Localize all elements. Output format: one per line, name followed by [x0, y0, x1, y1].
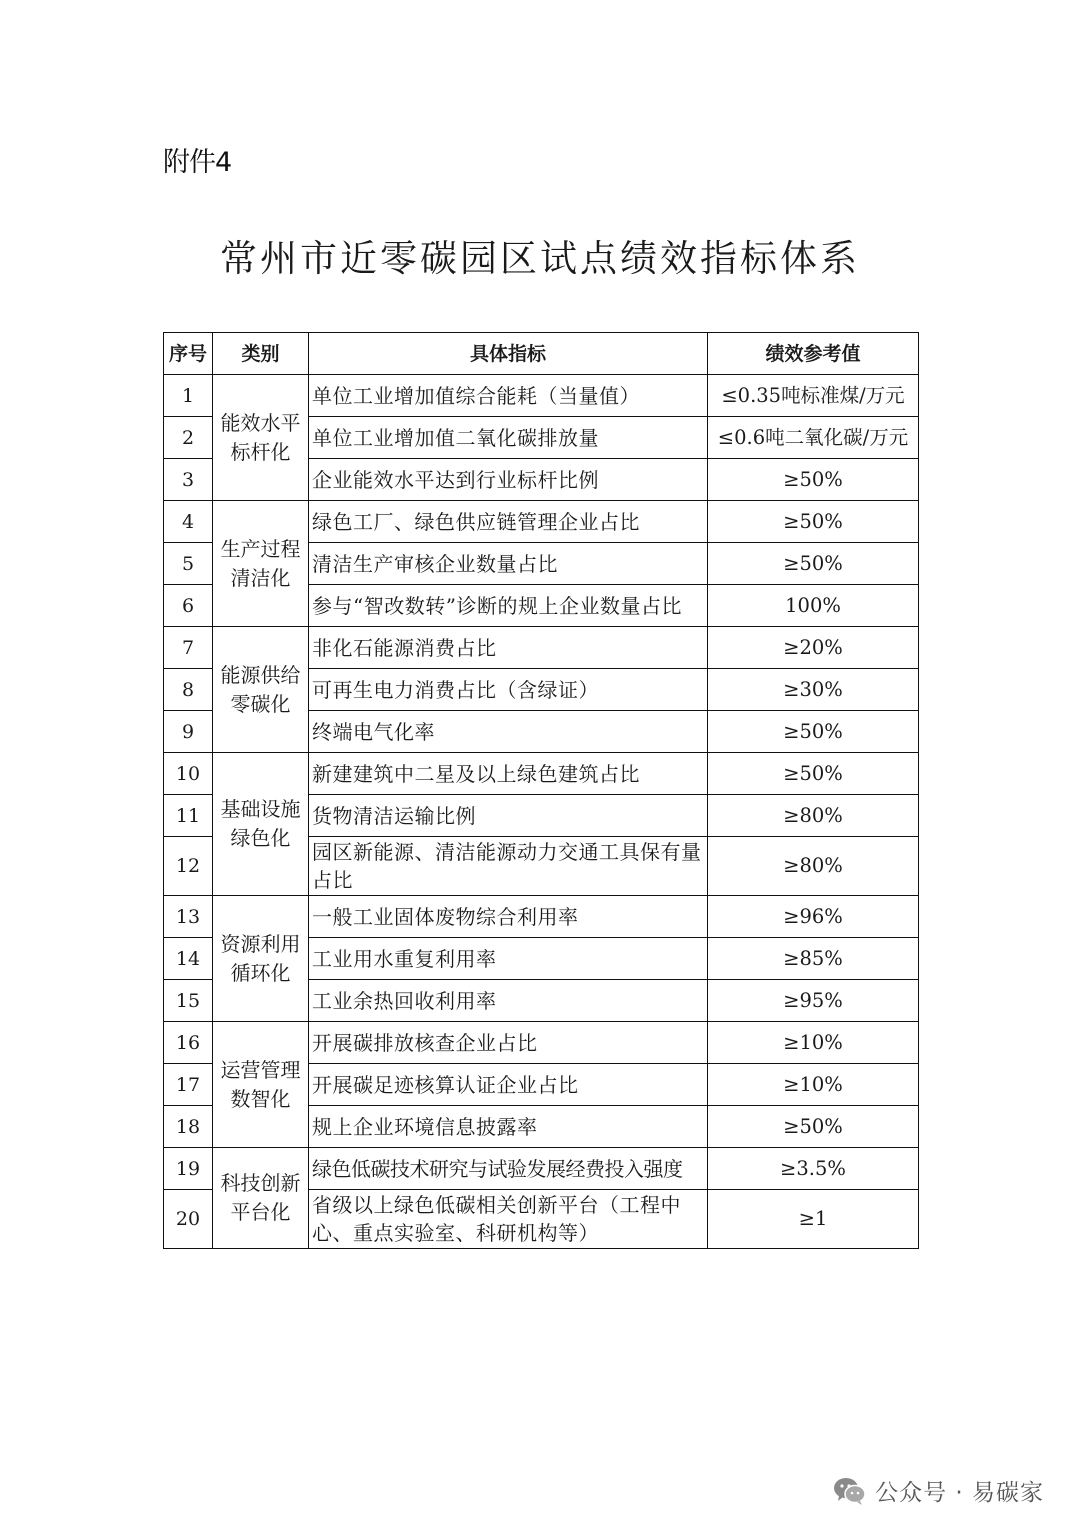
row-number: 17 [164, 1064, 213, 1106]
table-row [164, 375, 919, 417]
indicator-cell: 可再生电力消费占比（含绿证） [309, 669, 708, 711]
row-number: 11 [164, 795, 213, 837]
indicator-cell: 开展碳排放核查企业占比 [309, 1022, 708, 1064]
indicator-cell: 绿色工厂、绿色供应链管理企业占比 [309, 501, 708, 543]
indicator-cell: 园区新能源、清洁能源动力交通工具保有量占比 [309, 837, 708, 896]
indicator-cell: 一般工业固体废物综合利用率 [309, 896, 708, 938]
indicator-cell: 工业用水重复利用率 [309, 938, 708, 980]
reference-value-cell: ≥96% [708, 896, 919, 938]
row-number: 19 [164, 1148, 213, 1190]
reference-value-cell: ≥50% [708, 711, 919, 753]
indicator-cell: 规上企业环境信息披露率 [309, 1106, 708, 1148]
reference-value-cell: ≥50% [708, 459, 919, 501]
row-number: 12 [164, 837, 213, 896]
indicator-cell: 开展碳足迹核算认证企业占比 [309, 1064, 708, 1106]
row-number: 20 [164, 1190, 213, 1249]
indicator-cell: 货物清洁运输比例 [309, 795, 708, 837]
reference-value-cell: ≥50% [708, 543, 919, 585]
row-number: 7 [164, 627, 213, 669]
row-number: 6 [164, 585, 213, 627]
row-number: 10 [164, 753, 213, 795]
indicator-cell: 终端电气化率 [309, 711, 708, 753]
table-header-row [164, 333, 919, 375]
row-number: 15 [164, 980, 213, 1022]
indicator-cell: 新建建筑中二星及以上绿色建筑占比 [309, 753, 708, 795]
reference-value-cell: 100% [708, 585, 919, 627]
header-indicator: 具体指标 [309, 333, 708, 375]
reference-value-cell: ≥20% [708, 627, 919, 669]
indicator-cell: 清洁生产审核企业数量占比 [309, 543, 708, 585]
indicator-cell: 企业能效水平达到行业标杆比例 [309, 459, 708, 501]
category-cell: 科技创新 平台化 [213, 1148, 309, 1249]
reference-value-cell: ≤0.6吨二氧化碳/万元 [708, 417, 919, 459]
category-cell: 生产过程 清洁化 [213, 501, 309, 627]
row-number: 1 [164, 375, 213, 417]
row-number: 18 [164, 1106, 213, 1148]
reference-value-cell: ≥50% [708, 1106, 919, 1148]
table-row [164, 1148, 919, 1190]
attachment-label: 附件4 [163, 147, 232, 178]
header-category: 类别 [213, 333, 309, 375]
reference-value-cell: ≥3.5% [708, 1148, 919, 1190]
indicator-cell: 单位工业增加值综合能耗（当量值） [309, 375, 708, 417]
row-number: 8 [164, 669, 213, 711]
watermark-footer [833, 1474, 1044, 1507]
row-number: 16 [164, 1022, 213, 1064]
reference-value-cell: ≥85% [708, 938, 919, 980]
header-reference-value: 绩效参考值 [708, 333, 919, 375]
row-number: 9 [164, 711, 213, 753]
indicator-cell: 非化石能源消费占比 [309, 627, 708, 669]
indicator-cell: 单位工业增加值二氧化碳排放量 [309, 417, 708, 459]
table-row [164, 501, 919, 543]
reference-value-cell: ≥50% [708, 501, 919, 543]
table-row [164, 753, 919, 795]
indicator-cell: 绿色低碳技术研究与试验发展经费投入强度 [309, 1148, 708, 1190]
reference-value-cell: ≥95% [708, 980, 919, 1022]
reference-value-cell: ≥50% [708, 753, 919, 795]
reference-value-cell: ≥10% [708, 1022, 919, 1064]
document-title: 常州市近零碳园区试点绩效指标体系 [220, 237, 860, 280]
row-number: 2 [164, 417, 213, 459]
row-number: 5 [164, 543, 213, 585]
reference-value-cell: ≥80% [708, 795, 919, 837]
indicator-table [163, 332, 919, 1249]
reference-value-cell: ≥30% [708, 669, 919, 711]
row-number: 14 [164, 938, 213, 980]
indicator-cell: 工业余热回收利用率 [309, 980, 708, 1022]
watermark-text: 公众号 · 易碳家 [875, 1480, 1044, 1506]
table-row [164, 627, 919, 669]
category-cell: 运营管理 数智化 [213, 1022, 309, 1148]
reference-value-cell: ≤0.35吨标准煤/万元 [708, 375, 919, 417]
row-number: 4 [164, 501, 213, 543]
category-cell: 基础设施 绿色化 [213, 753, 309, 896]
wechat-icon [833, 1476, 867, 1506]
reference-value-cell: ≥1 [708, 1190, 919, 1249]
table-row [164, 1022, 919, 1064]
header-no: 序号 [164, 333, 213, 375]
category-cell: 能效水平 标杆化 [213, 375, 309, 501]
indicator-cell: 参与“智改数转”诊断的规上企业数量占比 [309, 585, 708, 627]
category-cell: 资源利用 循环化 [213, 896, 309, 1022]
table-row [164, 896, 919, 938]
indicator-cell: 省级以上绿色低碳相关创新平台（工程中心、重点实验室、科研机构等） [309, 1190, 708, 1249]
reference-value-cell: ≥10% [708, 1064, 919, 1106]
row-number: 3 [164, 459, 213, 501]
category-cell: 能源供给 零碳化 [213, 627, 309, 753]
reference-value-cell: ≥80% [708, 837, 919, 896]
row-number: 13 [164, 896, 213, 938]
